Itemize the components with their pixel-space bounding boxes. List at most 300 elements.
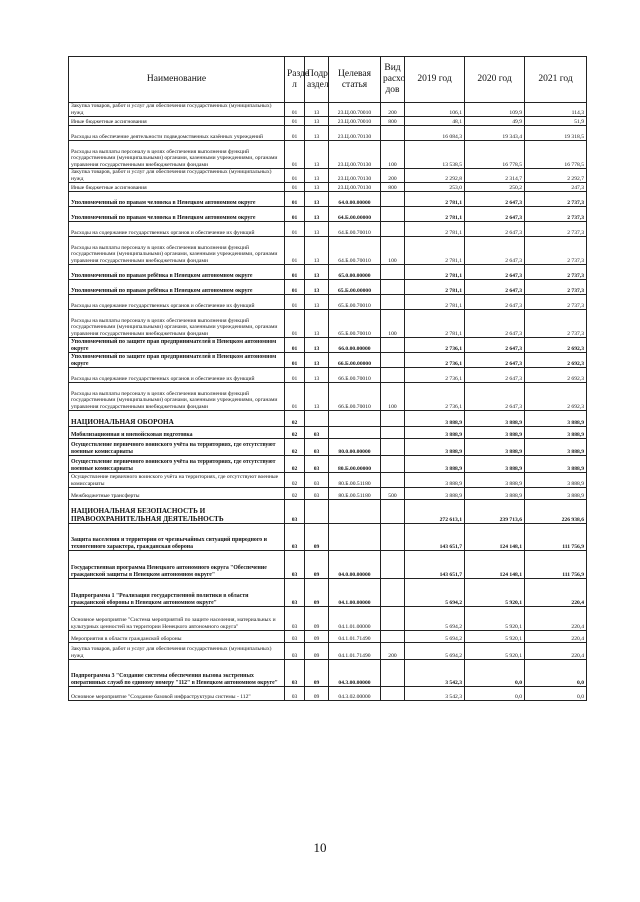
cell-target-article: 64.Б.00.00000: [329, 207, 381, 222]
cell-razdel: 03: [285, 631, 305, 643]
cell-2019: 253,0: [405, 183, 465, 192]
cell-name: Расходы на содержание государственных органов и обеспечение их функций: [69, 295, 285, 310]
table-row: [69, 237, 587, 265]
cell-name: Уполномоченный по защите прав предпринимателей в Ненецком автономном округе: [69, 353, 285, 368]
cell-target-article: 04.1.00.00000: [329, 579, 381, 607]
cell-2021: 2 737,3: [525, 265, 587, 280]
cell-razdel: 01: [285, 103, 305, 117]
table-row: [69, 280, 587, 295]
table-row: [69, 126, 587, 141]
cell-razdel: 01: [285, 280, 305, 295]
cell-target-article: 04.3.02.00000: [329, 687, 381, 701]
cell-2020: 19 343,4: [465, 126, 525, 141]
cell-razdel: 03: [285, 500, 305, 524]
cell-name: Расходы на обеспечение деятельности подведомственных казённых учреждений: [69, 126, 285, 141]
cell-2021: 2 692,3: [525, 338, 587, 353]
cell-2019: 3 888,9: [405, 427, 465, 439]
cell-2021: 2 737,3: [525, 310, 587, 338]
cell-podrazdel: 03: [305, 488, 329, 500]
cell-2020: 124 148,1: [465, 524, 525, 551]
cell-2020: 3 888,9: [465, 439, 525, 456]
cell-podrazdel: 03: [305, 439, 329, 456]
cell-razdel: 03: [285, 607, 305, 631]
cell-podrazdel: 13: [305, 265, 329, 280]
cell-target-article: 04.1.01.71490: [329, 631, 381, 643]
cell-target-article: 04.1.01.00000: [329, 607, 381, 631]
cell-2020: 5 920,1: [465, 579, 525, 607]
cell-name: Осуществление первичного воинского учёта на территориях, где отсутствуют военные комиссариаты: [69, 456, 285, 473]
cell-name: Расходы на выплаты персоналу в целях обеспечения выполнения функций государственными (муниципальными) органами, казенными учреждениями, органами управления государственными внебюджетными фондами: [69, 237, 285, 265]
cell-expense-type: 100: [381, 141, 405, 169]
cell-2019: 3 888,9: [405, 473, 465, 488]
cell-name: Основное мероприятие "Создание базовой инфраструктуры системы - 112": [69, 687, 285, 701]
table-row: [69, 439, 587, 456]
cell-podrazdel: 13: [305, 368, 329, 383]
cell-target-article: 66.Б.00.70010: [329, 368, 381, 383]
cell-2019: 3 888,9: [405, 488, 465, 500]
cell-expense-type: [381, 439, 405, 456]
cell-2020: 0,0: [465, 687, 525, 701]
table-row: [69, 427, 587, 439]
cell-2020: 3 888,9: [465, 456, 525, 473]
cell-expense-type: 800: [381, 183, 405, 192]
cell-name: Уполномоченный по правам человека в Ненецком автономном округе: [69, 192, 285, 207]
cell-razdel: 01: [285, 183, 305, 192]
table-row: [69, 687, 587, 701]
cell-2021: 0,0: [525, 687, 587, 701]
cell-2019: 5 694,2: [405, 643, 465, 660]
cell-2019: 2 781,1: [405, 222, 465, 237]
cell-2021: 2 737,3: [525, 295, 587, 310]
cell-expense-type: [381, 126, 405, 141]
cell-podrazdel: 03: [305, 427, 329, 439]
cell-expense-type: [381, 338, 405, 353]
table-row: [69, 169, 587, 183]
cell-expense-type: [381, 551, 405, 579]
cell-target-article: 23.Ц.00.70130: [329, 169, 381, 183]
cell-razdel: 01: [285, 141, 305, 169]
cell-name: Мобилизационная и вневойсковая подготовка: [69, 427, 285, 439]
cell-name: Уполномоченный по правам человека в Ненецком автономном округе: [69, 207, 285, 222]
cell-2021: 16 778,5: [525, 141, 587, 169]
cell-2019: 2 781,1: [405, 207, 465, 222]
cell-razdel: 03: [285, 551, 305, 579]
cell-2019: 3 542,3: [405, 660, 465, 687]
table-row: [69, 607, 587, 631]
cell-razdel: 03: [285, 579, 305, 607]
cell-target-article: 64.Б.00.70010: [329, 222, 381, 237]
cell-expense-type: [381, 222, 405, 237]
cell-name: Межбюджетные трансферты: [69, 488, 285, 500]
cell-2019: 16 084,3: [405, 126, 465, 141]
table-row: [69, 488, 587, 500]
cell-2019: 2 736,1: [405, 338, 465, 353]
cell-name: Основное мероприятие "Система мероприятий по защите населения, материальных и культурных ценностей на территории Ненецкого автономного округа": [69, 607, 285, 631]
cell-podrazdel: 13: [305, 126, 329, 141]
table-row: [69, 353, 587, 368]
cell-razdel: 01: [285, 368, 305, 383]
cell-target-article: [329, 427, 381, 439]
cell-2020: 250,2: [465, 183, 525, 192]
cell-2021: 3 888,9: [525, 427, 587, 439]
cell-name: Иные бюджетные ассигнования: [69, 117, 285, 126]
table-row: [69, 295, 587, 310]
cell-expense-type: 100: [381, 237, 405, 265]
cell-2019: 2 781,1: [405, 192, 465, 207]
cell-razdel: 01: [285, 353, 305, 368]
cell-2020: 2 647,3: [465, 383, 525, 411]
cell-2020: 0,0: [465, 660, 525, 687]
cell-podrazdel: 09: [305, 687, 329, 701]
table-row: [69, 141, 587, 169]
cell-target-article: 66.0.00.00000: [329, 338, 381, 353]
cell-2020: 2 647,3: [465, 310, 525, 338]
cell-target-article: 23.Ц.00.70130: [329, 183, 381, 192]
cell-2021: 2 737,3: [525, 192, 587, 207]
cell-2019: 48,1: [405, 117, 465, 126]
cell-razdel: 01: [285, 310, 305, 338]
cell-podrazdel: 13: [305, 280, 329, 295]
cell-target-article: 64.Б.00.70010: [329, 237, 381, 265]
cell-2020: 2 647,3: [465, 338, 525, 353]
cell-target-article: 80.Б.00.51180: [329, 473, 381, 488]
cell-2020: 124 148,1: [465, 551, 525, 579]
cell-2021: 2 737,3: [525, 207, 587, 222]
cell-expense-type: [381, 295, 405, 310]
page-number: 10: [313, 840, 327, 855]
cell-podrazdel: 03: [305, 456, 329, 473]
table-row: [69, 473, 587, 488]
cell-name: НАЦИОНАЛЬНАЯ ОБОРОНА: [69, 411, 285, 427]
cell-expense-type: [381, 280, 405, 295]
cell-2021: 247,3: [525, 183, 587, 192]
table-row: [69, 524, 587, 551]
cell-2019: 106,1: [405, 103, 465, 117]
cell-name: Осуществление первичного воинского учёта на территориях, где отсутствуют военные комиссариаты: [69, 439, 285, 456]
cell-2019: 2 736,1: [405, 368, 465, 383]
cell-expense-type: [381, 473, 405, 488]
budget-table: [68, 56, 587, 701]
cell-expense-type: [381, 368, 405, 383]
table-row: [69, 310, 587, 338]
cell-razdel: 01: [285, 383, 305, 411]
cell-expense-type: 100: [381, 383, 405, 411]
cell-name: Закупка товаров, работ и услуг для обеспечения государственных (муниципальных) нужд: [69, 169, 285, 183]
cell-2020: 2 647,3: [465, 222, 525, 237]
cell-2020: 2 314,7: [465, 169, 525, 183]
cell-2019: 5 694,2: [405, 631, 465, 643]
table-row: [69, 368, 587, 383]
cell-2021: 2 737,3: [525, 280, 587, 295]
table-row: [69, 500, 587, 524]
cell-podrazdel: 09: [305, 551, 329, 579]
cell-razdel: 01: [285, 237, 305, 265]
cell-name: Подпрограмма 1 "Реализация государственной политики в области гражданской обороны в Ненецком автономном округе": [69, 579, 285, 607]
cell-2020: 5 920,1: [465, 643, 525, 660]
cell-target-article: [329, 411, 381, 427]
cell-2019: 2 736,1: [405, 353, 465, 368]
cell-expense-type: 200: [381, 643, 405, 660]
table-row: [69, 551, 587, 579]
cell-podrazdel: 13: [305, 338, 329, 353]
cell-2021: 0,0: [525, 660, 587, 687]
cell-2020: 2 647,3: [465, 280, 525, 295]
cell-expense-type: 200: [381, 169, 405, 183]
cell-podrazdel: 13: [305, 295, 329, 310]
cell-2020: 3 888,9: [465, 488, 525, 500]
table-row: [69, 383, 587, 411]
cell-podrazdel: 13: [305, 141, 329, 169]
cell-podrazdel: 09: [305, 631, 329, 643]
cell-razdel: 01: [285, 192, 305, 207]
cell-2019: 2 736,1: [405, 383, 465, 411]
cell-expense-type: [381, 500, 405, 524]
cell-podrazdel: 09: [305, 643, 329, 660]
cell-expense-type: [381, 579, 405, 607]
cell-target-article: 04.3.00.00000: [329, 660, 381, 687]
cell-target-article: 23.Ц.00.70130: [329, 141, 381, 169]
cell-podrazdel: 13: [305, 222, 329, 237]
cell-2021: 111 756,9: [525, 524, 587, 551]
cell-expense-type: [381, 411, 405, 427]
cell-2020: 3 888,9: [465, 473, 525, 488]
cell-2019: 143 651,7: [405, 551, 465, 579]
cell-podrazdel: 09: [305, 524, 329, 551]
cell-podrazdel: 09: [305, 607, 329, 631]
cell-name: Расходы на содержание государственных органов и обеспечение их функций: [69, 222, 285, 237]
cell-expense-type: 500: [381, 488, 405, 500]
cell-expense-type: [381, 631, 405, 643]
cell-name: Иные бюджетные ассигнования: [69, 183, 285, 192]
table-row: [69, 192, 587, 207]
table-row: [69, 117, 587, 126]
cell-2021: 220,4: [525, 643, 587, 660]
table-row: [69, 222, 587, 237]
cell-podrazdel: 13: [305, 383, 329, 411]
cell-2019: 3 888,9: [405, 411, 465, 427]
cell-2020: 2 647,3: [465, 353, 525, 368]
cell-2019: 2 781,1: [405, 295, 465, 310]
cell-expense-type: [381, 353, 405, 368]
cell-2019: 2 292,8: [405, 169, 465, 183]
cell-2021: 2 737,3: [525, 222, 587, 237]
cell-expense-type: [381, 607, 405, 631]
cell-2021: 226 938,6: [525, 500, 587, 524]
cell-target-article: [329, 500, 381, 524]
cell-2019: 2 781,1: [405, 237, 465, 265]
cell-target-article: 64.0.00.00000: [329, 192, 381, 207]
cell-2019: 2 781,1: [405, 265, 465, 280]
cell-expense-type: 800: [381, 117, 405, 126]
table-row: [69, 643, 587, 660]
cell-2021: 220,4: [525, 607, 587, 631]
cell-2020: 239 713,6: [465, 500, 525, 524]
cell-podrazdel: [305, 411, 329, 427]
cell-target-article: 23.Ц.00.70010: [329, 103, 381, 117]
cell-podrazdel: 09: [305, 579, 329, 607]
cell-razdel: 01: [285, 169, 305, 183]
cell-target-article: 66.Б.00.00000: [329, 353, 381, 368]
table-row: [69, 207, 587, 222]
cell-2021: 2 692,3: [525, 368, 587, 383]
cell-podrazdel: 13: [305, 183, 329, 192]
cell-razdel: 03: [285, 660, 305, 687]
cell-razdel: 03: [285, 643, 305, 660]
cell-2020: 2 647,3: [465, 192, 525, 207]
cell-expense-type: [381, 265, 405, 280]
cell-razdel: 01: [285, 126, 305, 141]
cell-name: Расходы на выплаты персоналу в целях обеспечения выполнения функций государственными (муниципальными) органами, казенными учреждениями, органами управления государственными внебюджетными фондами: [69, 310, 285, 338]
cell-razdel: 01: [285, 207, 305, 222]
cell-expense-type: 100: [381, 310, 405, 338]
cell-2021: 111 756,9: [525, 551, 587, 579]
header-razdel: Разде л: [285, 57, 305, 103]
cell-target-article: 04.0.00.00000: [329, 551, 381, 579]
cell-2019: 5 694,2: [405, 579, 465, 607]
cell-2020: 2 647,3: [465, 237, 525, 265]
cell-razdel: 02: [285, 427, 305, 439]
cell-name: НАЦИОНАЛЬНАЯ БЕЗОПАСНОСТЬ И ПРАВООХРАНИТЕЛЬНАЯ ДЕЯТЕЛЬНОСТЬ: [69, 500, 285, 524]
cell-razdel: 01: [285, 222, 305, 237]
table-row: [69, 411, 587, 427]
cell-2020: 16 778,5: [465, 141, 525, 169]
header-2021: 2021 год: [525, 57, 587, 103]
cell-2019: 272 613,1: [405, 500, 465, 524]
table-row: [69, 456, 587, 473]
cell-2020: 2 647,3: [465, 295, 525, 310]
cell-2019: 143 651,7: [405, 524, 465, 551]
cell-2021: 3 888,9: [525, 473, 587, 488]
cell-podrazdel: 03: [305, 473, 329, 488]
cell-expense-type: [381, 687, 405, 701]
cell-name: Расходы на выплаты персоналу в целях обеспечения выполнения функций государственными (муниципальными) органами, казенными учреждениями, органами управления государственными внебюджетными фондами: [69, 141, 285, 169]
cell-name: Подпрограмма 3 "Создание системы обеспечения вызова экстренных оперативных служб по единому номеру "112" в Ненецком автономном округе": [69, 660, 285, 687]
cell-2020: 49,9: [465, 117, 525, 126]
header-target-article: Целевая статья: [329, 57, 381, 103]
header-name: Наименование: [69, 57, 285, 103]
cell-2021: 220,4: [525, 631, 587, 643]
cell-target-article: 23.Ц.00.70130: [329, 126, 381, 141]
cell-2020: 2 647,3: [465, 265, 525, 280]
cell-expense-type: [381, 524, 405, 551]
table-body: [69, 103, 587, 701]
cell-target-article: 80.Б.00.51180: [329, 488, 381, 500]
cell-target-article: 65.Б.00.70010: [329, 310, 381, 338]
cell-2020: 3 888,9: [465, 411, 525, 427]
table-row: [69, 103, 587, 117]
cell-podrazdel: 13: [305, 192, 329, 207]
cell-2021: 3 888,9: [525, 411, 587, 427]
table-row: [69, 265, 587, 280]
cell-2019: 5 694,2: [405, 607, 465, 631]
cell-name: Защита населения и территории от чрезвычайных ситуаций природного и техногенного характера, гражданская оборона: [69, 524, 285, 551]
cell-2021: 3 888,9: [525, 439, 587, 456]
cell-name: Расходы на содержание государственных органов и обеспечение их функций: [69, 368, 285, 383]
cell-2019: 13 538,5: [405, 141, 465, 169]
header-2019: 2019 год: [405, 57, 465, 103]
table-header: [69, 57, 587, 103]
cell-razdel: 02: [285, 488, 305, 500]
cell-podrazdel: 13: [305, 207, 329, 222]
header-2020: 2020 год: [465, 57, 525, 103]
cell-2021: 2 692,3: [525, 383, 587, 411]
cell-target-article: 65.Б.00.00000: [329, 280, 381, 295]
cell-razdel: 02: [285, 456, 305, 473]
cell-razdel: 01: [285, 117, 305, 126]
cell-2020: 109,9: [465, 103, 525, 117]
cell-razdel: 01: [285, 295, 305, 310]
cell-target-article: 65.0.00.00000: [329, 265, 381, 280]
cell-name: Расходы на выплаты персоналу в целях обеспечения выполнения функций государственными (муниципальными) органами, казенными учреждениями, органами управления государственными внебюджетными фондами: [69, 383, 285, 411]
cell-target-article: 80.0.00.00000: [329, 439, 381, 456]
cell-name: Государственная программа Ненецкого автономного округа "Обеспечение гражданской защиты в Ненецком автономном округе": [69, 551, 285, 579]
header-podrazdel: Подр аздел: [305, 57, 329, 103]
cell-razdel: 03: [285, 524, 305, 551]
cell-name: Мероприятия в области гражданской обороны: [69, 631, 285, 643]
cell-razdel: 01: [285, 265, 305, 280]
cell-2020: 5 920,1: [465, 631, 525, 643]
table-row: [69, 338, 587, 353]
cell-razdel: 02: [285, 411, 305, 427]
cell-podrazdel: [305, 500, 329, 524]
cell-2021: 3 888,9: [525, 488, 587, 500]
cell-2020: 2 647,3: [465, 207, 525, 222]
table-row: [69, 631, 587, 643]
cell-razdel: 02: [285, 439, 305, 456]
cell-2020: 3 888,9: [465, 427, 525, 439]
cell-name: Уполномоченный по защите прав предпринимателей в Ненецком автономном округе: [69, 338, 285, 353]
cell-2019: 3 542,3: [405, 687, 465, 701]
cell-podrazdel: 13: [305, 353, 329, 368]
cell-2021: 3 888,9: [525, 456, 587, 473]
cell-2021: 220,4: [525, 579, 587, 607]
cell-podrazdel: 13: [305, 103, 329, 117]
cell-expense-type: 200: [381, 103, 405, 117]
cell-2019: 3 888,9: [405, 456, 465, 473]
cell-podrazdel: 09: [305, 660, 329, 687]
cell-2019: 2 781,1: [405, 280, 465, 295]
cell-podrazdel: 13: [305, 117, 329, 126]
cell-name: Закупка товаров, работ и услуг для обеспечения государственных (муниципальных) нужд: [69, 643, 285, 660]
cell-target-article: 66.Б.00.70010: [329, 383, 381, 411]
table-row: [69, 660, 587, 687]
cell-expense-type: [381, 456, 405, 473]
cell-podrazdel: 13: [305, 310, 329, 338]
cell-2021: 19 318,5: [525, 126, 587, 141]
cell-name: Осуществление первичного воинского учёта на территориях, где отсутствуют военные комиссариаты: [69, 473, 285, 488]
cell-2020: 2 647,3: [465, 368, 525, 383]
table-row: [69, 183, 587, 192]
cell-2021: 114,3: [525, 103, 587, 117]
cell-2020: 5 920,1: [465, 607, 525, 631]
cell-2021: 2 292,7: [525, 169, 587, 183]
cell-target-article: 23.Ц.00.70010: [329, 117, 381, 126]
cell-razdel: 03: [285, 687, 305, 701]
cell-expense-type: [381, 660, 405, 687]
cell-name: Закупка товаров, работ и услуг для обеспечения государственных (муниципальных) нужд: [69, 103, 285, 117]
cell-name: Уполномоченный по правам ребёнка в Ненецком автономном округе: [69, 280, 285, 295]
cell-expense-type: [381, 207, 405, 222]
cell-2021: 51,9: [525, 117, 587, 126]
header-expense-type: Вид расхо дов: [381, 57, 405, 103]
cell-target-article: 04.1.01.71490: [329, 643, 381, 660]
cell-razdel: 02: [285, 473, 305, 488]
cell-expense-type: [381, 192, 405, 207]
cell-podrazdel: 13: [305, 169, 329, 183]
cell-2021: 2 737,3: [525, 237, 587, 265]
cell-target-article: 80.Б.00.00000: [329, 456, 381, 473]
cell-razdel: 01: [285, 338, 305, 353]
